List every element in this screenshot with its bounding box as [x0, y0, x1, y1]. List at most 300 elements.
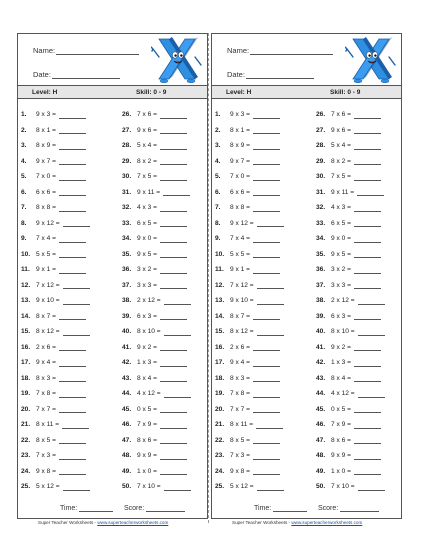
answer-blank[interactable] — [354, 453, 381, 460]
problem-number: 34. — [122, 235, 132, 242]
answer-blank[interactable] — [257, 329, 284, 336]
problem-expression: 7 x 3 = — [230, 452, 250, 459]
answer-blank[interactable] — [358, 484, 385, 491]
answer-blank[interactable] — [160, 220, 187, 227]
problem-item — [316, 202, 381, 214]
answer-blank[interactable] — [160, 236, 187, 243]
problem-number: 36. — [316, 266, 326, 273]
problem-item — [215, 125, 280, 137]
time-field[interactable] — [254, 504, 307, 512]
answer-blank[interactable] — [253, 127, 280, 134]
problem-number: 11. — [21, 266, 30, 273]
problem-item — [316, 481, 385, 493]
answer-blank[interactable] — [59, 143, 86, 150]
answer-blank[interactable] — [160, 205, 187, 212]
answer-blank[interactable] — [160, 127, 187, 134]
problem-item — [215, 280, 284, 292]
problem-item — [215, 311, 280, 323]
problem-item — [122, 357, 187, 369]
problem-expression: 4 x 12 = — [137, 390, 161, 397]
problem-number: 43. — [316, 374, 326, 382]
skill-label: Skill: 0 - 9 — [136, 89, 167, 96]
problem-item — [122, 280, 187, 292]
problem-expression: 8 x 2 = — [331, 157, 351, 165]
problem-number: 14. — [21, 312, 31, 320]
answer-blank[interactable] — [59, 375, 86, 382]
problem-expression: 8 x 9 = — [36, 142, 56, 149]
problem-item — [21, 481, 90, 493]
problem-expression: 5 x 12 = — [36, 483, 60, 490]
problem-expression: 8 x 11 = — [36, 421, 60, 428]
problem-expression: 8 x 1 = — [36, 126, 56, 134]
answer-blank[interactable] — [160, 158, 187, 165]
problem-number: 47. — [316, 436, 326, 444]
problem-item — [122, 264, 187, 276]
problem-item — [21, 311, 86, 323]
problem-expression: 6 x 6 = — [230, 188, 250, 196]
answer-blank[interactable] — [160, 344, 187, 351]
problem-expression: 8 x 10 = — [137, 328, 161, 335]
problem-expression: 9 x 12 = — [36, 219, 60, 227]
problem-number: 42. — [316, 359, 326, 366]
problem-expression: 5 x 4 = — [331, 142, 351, 149]
score-blank[interactable] — [340, 504, 379, 512]
problem-expression: 8 x 11 = — [230, 421, 254, 428]
problem-number: 14. — [215, 312, 225, 320]
answer-blank[interactable] — [354, 422, 381, 429]
answer-blank[interactable] — [160, 406, 187, 413]
answer-blank[interactable] — [59, 112, 86, 119]
problem-item — [316, 125, 381, 137]
problem-item — [21, 249, 86, 261]
problem-expression: 6 x 5 = — [137, 219, 157, 227]
answer-blank[interactable] — [160, 453, 187, 460]
problem-expression: 6 x 5 = — [331, 219, 351, 227]
problem-item — [215, 404, 280, 416]
answer-blank[interactable] — [253, 468, 280, 475]
date-blank[interactable] — [52, 71, 120, 79]
problem-number: 41. — [316, 343, 326, 351]
answer-blank[interactable] — [257, 298, 284, 305]
answer-blank[interactable] — [59, 344, 86, 351]
answer-blank[interactable] — [164, 484, 191, 491]
problem-number: 27. — [122, 126, 132, 134]
problem-expression: 3 x 2 = — [331, 266, 351, 273]
sheet-header — [212, 34, 401, 85]
answer-blank[interactable] — [253, 174, 280, 181]
skill-label: Skill: 0 - 9 — [330, 89, 361, 96]
worksheet-right — [211, 33, 402, 519]
problem-number: 10. — [215, 250, 225, 258]
problem-expression: 2 x 12 = — [331, 297, 355, 304]
problem-expression: 5 x 12 = — [230, 483, 254, 490]
problem-expression: 8 x 7 = — [230, 312, 250, 320]
problem-expression: 3 x 3 = — [331, 281, 351, 289]
answer-blank[interactable] — [59, 251, 86, 258]
problem-number: 9. — [21, 235, 27, 242]
problem-expression: 7 x 9 = — [137, 421, 157, 428]
date-field[interactable] — [33, 70, 120, 79]
problem-expression: 1 x 3 = — [331, 359, 351, 366]
answer-blank[interactable] — [62, 422, 89, 429]
answer-blank[interactable] — [253, 437, 280, 444]
problem-item — [215, 435, 280, 447]
problem-item — [122, 419, 187, 431]
level-skill-bar — [18, 85, 207, 99]
problem-item — [122, 249, 187, 261]
problem-number: 17. — [215, 359, 225, 366]
problem-number: 8. — [215, 219, 221, 227]
problem-expression: 6 x 3 = — [331, 312, 351, 320]
problem-number: 16. — [21, 343, 31, 351]
level-skill-bar — [212, 85, 401, 99]
problem-item — [316, 171, 381, 183]
problem-item — [122, 218, 187, 230]
answer-blank[interactable] — [253, 143, 280, 150]
problem-expression: 8 x 3 = — [230, 374, 250, 382]
problem-number: 26. — [316, 111, 326, 118]
answer-blank[interactable] — [357, 189, 384, 196]
answer-blank[interactable] — [253, 158, 280, 165]
problem-expression: 9 x 11 = — [331, 188, 355, 196]
answer-blank[interactable] — [253, 375, 280, 382]
problem-item — [122, 342, 187, 354]
problem-expression: 7 x 7 = — [230, 405, 250, 413]
answer-blank[interactable] — [358, 298, 385, 305]
problem-number: 11. — [215, 266, 224, 273]
problem-expression: 4 x 3 = — [137, 204, 157, 211]
problem-number: 9. — [215, 235, 221, 242]
problem-expression: 5 x 4 = — [137, 142, 157, 149]
answer-blank[interactable] — [164, 391, 191, 398]
answer-blank[interactable] — [358, 329, 385, 336]
answer-blank[interactable] — [164, 329, 191, 336]
problem-number: 28. — [316, 142, 326, 149]
problem-number: 30. — [122, 173, 132, 180]
problem-expression: 9 x 10 = — [230, 297, 254, 304]
problem-expression: 8 x 12 = — [230, 328, 254, 335]
answer-blank[interactable] — [354, 360, 381, 367]
problem-number: 5. — [215, 173, 221, 180]
answer-blank[interactable] — [354, 220, 381, 227]
sheet-header — [18, 34, 207, 85]
problem-item — [316, 295, 385, 307]
problem-item — [316, 435, 381, 447]
date-field[interactable] — [227, 70, 314, 79]
problem-expression: 8 x 1 = — [230, 126, 250, 134]
score-field[interactable] — [124, 504, 185, 512]
time-blank[interactable] — [79, 504, 113, 512]
answer-blank[interactable] — [354, 406, 381, 413]
answer-blank[interactable] — [160, 112, 187, 119]
problem-item — [122, 187, 190, 199]
answer-blank[interactable] — [257, 282, 284, 289]
problem-expression: 8 x 2 = — [137, 157, 157, 165]
answer-blank[interactable] — [164, 298, 191, 305]
problem-expression: 9 x 0 = — [331, 235, 351, 242]
problem-item — [122, 311, 187, 323]
problem-item — [122, 373, 187, 385]
answer-blank[interactable] — [160, 375, 187, 382]
answer-blank[interactable] — [160, 360, 187, 367]
answer-blank[interactable] — [160, 468, 187, 475]
problem-expression: 9 x 2 = — [331, 343, 351, 351]
problem-number: 33. — [122, 219, 132, 227]
answer-blank[interactable] — [354, 267, 381, 274]
problem-item — [316, 388, 385, 400]
problem-item — [215, 171, 280, 183]
answer-blank[interactable] — [253, 360, 280, 367]
problem-expression: 7 x 4 = — [36, 235, 56, 242]
problem-item — [122, 466, 187, 478]
problem-expression: 7 x 10 = — [137, 483, 161, 490]
problem-number: 4. — [215, 157, 221, 165]
problem-item — [21, 140, 86, 152]
score-blank[interactable] — [146, 504, 185, 512]
problem-number: 48. — [316, 452, 326, 459]
answer-blank[interactable] — [160, 143, 187, 150]
problem-number: 38. — [316, 297, 326, 304]
answer-blank[interactable] — [253, 205, 280, 212]
answer-blank[interactable] — [160, 174, 187, 181]
answer-blank[interactable] — [63, 329, 90, 336]
answer-blank[interactable] — [59, 406, 86, 413]
problem-number: 2. — [215, 126, 221, 134]
answer-blank[interactable] — [354, 251, 381, 258]
problem-number: 1. — [215, 111, 221, 118]
problem-expression: 1 x 0 = — [331, 467, 351, 475]
name-blank[interactable] — [250, 47, 333, 55]
answer-blank[interactable] — [63, 282, 90, 289]
problem-item — [215, 218, 284, 230]
name-field[interactable] — [227, 46, 333, 55]
problem-item — [21, 373, 86, 385]
time-label: Time: — [60, 505, 78, 512]
problem-item — [215, 233, 280, 245]
credit-url-link[interactable]: www.superteacherworksheets.com — [97, 520, 169, 525]
date-label: Date: — [227, 70, 245, 79]
answer-blank[interactable] — [354, 468, 381, 475]
problem-expression: 9 x 3 = — [36, 111, 56, 118]
problem-number: 25. — [21, 483, 31, 490]
problem-expression: 8 x 5 = — [230, 436, 250, 444]
problem-item — [316, 249, 381, 261]
answer-blank[interactable] — [63, 484, 90, 491]
answer-blank[interactable] — [354, 344, 381, 351]
times-sign-mascot-icon — [151, 35, 203, 85]
answer-blank[interactable] — [59, 437, 86, 444]
problem-expression: 8 x 8 = — [36, 204, 56, 211]
problem-number: 8. — [21, 219, 27, 227]
answer-blank[interactable] — [253, 112, 280, 119]
answer-blank[interactable] — [354, 437, 381, 444]
problem-item — [122, 326, 191, 338]
name-label: Name: — [227, 46, 250, 55]
answer-blank[interactable] — [59, 127, 86, 134]
problem-item — [316, 140, 381, 152]
problem-item — [316, 109, 381, 121]
problem-number: 39. — [122, 312, 132, 320]
problem-number: 20. — [21, 405, 31, 413]
problem-expression: 9 x 4 = — [36, 359, 56, 366]
time-blank[interactable] — [273, 504, 307, 512]
answer-blank[interactable] — [63, 220, 90, 227]
answer-blank[interactable] — [59, 360, 86, 367]
problem-item — [215, 373, 280, 385]
problem-expression: 1 x 3 = — [137, 359, 157, 366]
problem-item — [316, 373, 381, 385]
problem-expression: 2 x 6 = — [230, 343, 250, 351]
problem-number: 2. — [21, 126, 27, 134]
answer-blank[interactable] — [59, 158, 86, 165]
problem-expression: 7 x 8 = — [230, 390, 250, 397]
problem-item — [21, 171, 86, 183]
answer-blank[interactable] — [354, 236, 381, 243]
answer-blank[interactable] — [354, 158, 381, 165]
problem-expression: 8 x 4 = — [331, 374, 351, 382]
answer-blank[interactable] — [354, 143, 381, 150]
answer-blank[interactable] — [354, 127, 381, 134]
problem-expression: 5 x 5 = — [230, 250, 250, 258]
problem-item — [122, 171, 187, 183]
problem-item — [316, 326, 385, 338]
answer-blank[interactable] — [59, 453, 86, 460]
problem-number: 36. — [122, 266, 132, 273]
problem-item — [316, 404, 381, 416]
answer-blank[interactable] — [59, 267, 86, 274]
problem-expression: 9 x 4 = — [230, 359, 250, 366]
problem-item — [215, 357, 280, 369]
problem-expression: 8 x 7 = — [36, 312, 56, 320]
problem-number: 28. — [122, 142, 132, 149]
problem-number: 45. — [122, 405, 132, 413]
problem-number: 32. — [316, 204, 326, 211]
cut-line-divider — [208, 33, 209, 523]
date-blank[interactable] — [246, 71, 314, 79]
credit-url-link[interactable]: www.superteacherworksheets.com — [291, 520, 363, 525]
answer-blank[interactable] — [253, 344, 280, 351]
answer-blank[interactable] — [253, 406, 280, 413]
problem-item — [122, 202, 187, 214]
name-field[interactable] — [33, 46, 139, 55]
answer-blank[interactable] — [59, 205, 86, 212]
problem-item — [215, 450, 280, 462]
answer-blank[interactable] — [59, 189, 86, 196]
answer-blank[interactable] — [160, 313, 187, 320]
problem-number: 27. — [316, 126, 326, 134]
problem-item — [21, 435, 86, 447]
answer-blank[interactable] — [354, 174, 381, 181]
problem-number: 25. — [215, 483, 225, 490]
problem-expression: 9 x 3 = — [230, 111, 250, 118]
problem-number: 3. — [215, 142, 221, 149]
answer-blank[interactable] — [59, 313, 86, 320]
problem-number: 1. — [21, 111, 27, 118]
answer-blank[interactable] — [253, 453, 280, 460]
problem-expression: 7 x 5 = — [331, 173, 351, 180]
answer-blank[interactable] — [59, 174, 86, 181]
answer-blank[interactable] — [59, 468, 86, 475]
problem-item — [215, 295, 284, 307]
problem-expression: 5 x 5 = — [36, 250, 56, 258]
problem-number: 46. — [122, 421, 132, 428]
answer-blank[interactable] — [253, 251, 280, 258]
problem-number: 6. — [215, 188, 221, 196]
problem-number: 24. — [21, 467, 31, 475]
answer-blank[interactable] — [63, 298, 90, 305]
problem-item — [316, 264, 381, 276]
answer-blank[interactable] — [253, 267, 280, 274]
score-label: Score: — [124, 505, 145, 512]
name-blank[interactable] — [56, 47, 139, 55]
problem-number: 12. — [215, 281, 225, 289]
problem-number: 15. — [21, 328, 31, 335]
answer-blank[interactable] — [160, 251, 187, 258]
answer-blank[interactable] — [354, 375, 381, 382]
problem-expression: 7 x 6 = — [331, 111, 351, 118]
answer-blank[interactable] — [354, 205, 381, 212]
answer-blank[interactable] — [163, 189, 190, 196]
answer-blank[interactable] — [59, 236, 86, 243]
answer-blank[interactable] — [59, 391, 86, 398]
problem-expression: 8 x 12 = — [36, 328, 60, 335]
problem-number: 35. — [316, 250, 326, 258]
answer-blank[interactable] — [257, 484, 284, 491]
score-field[interactable] — [318, 504, 379, 512]
answer-blank[interactable] — [253, 391, 280, 398]
problem-item — [21, 187, 86, 199]
problem-number: 18. — [21, 374, 31, 382]
problem-number: 5. — [21, 173, 27, 180]
answer-blank[interactable] — [160, 282, 187, 289]
level-label: Level: H — [226, 89, 252, 96]
answer-blank[interactable] — [253, 313, 280, 320]
answer-blank[interactable] — [160, 267, 187, 274]
time-field[interactable] — [60, 504, 113, 512]
problem-number: 13. — [215, 297, 225, 304]
answer-blank[interactable] — [354, 112, 381, 119]
problem-expression: 9 x 9 = — [331, 452, 351, 459]
problem-item — [21, 357, 86, 369]
answer-blank[interactable] — [257, 220, 284, 227]
problem-number: 50. — [316, 483, 326, 490]
problem-number: 15. — [215, 328, 225, 335]
answer-blank[interactable] — [354, 282, 381, 289]
problem-expression: 7 x 0 = — [230, 173, 250, 180]
answer-blank[interactable] — [354, 313, 381, 320]
problem-item — [215, 249, 280, 261]
problem-expression: 8 x 6 = — [137, 436, 157, 444]
answer-blank[interactable] — [253, 189, 280, 196]
answer-blank[interactable] — [160, 422, 187, 429]
problem-expression: 9 x 5 = — [137, 250, 157, 258]
problem-number: 21. — [21, 421, 31, 428]
problem-number: 3. — [21, 142, 27, 149]
problem-number: 20. — [215, 405, 225, 413]
problem-expression: 9 x 9 = — [137, 452, 157, 459]
answer-blank[interactable] — [253, 236, 280, 243]
problem-item — [316, 466, 381, 478]
problem-expression: 6 x 3 = — [137, 312, 157, 320]
answer-blank[interactable] — [256, 422, 283, 429]
problem-expression: 9 x 7 = — [36, 157, 56, 165]
answer-blank[interactable] — [160, 437, 187, 444]
problem-number: 7. — [21, 204, 27, 211]
problem-item — [316, 156, 381, 168]
answer-blank[interactable] — [358, 391, 385, 398]
problem-number: 22. — [21, 436, 31, 444]
problem-expression: 9 x 8 = — [230, 467, 250, 475]
